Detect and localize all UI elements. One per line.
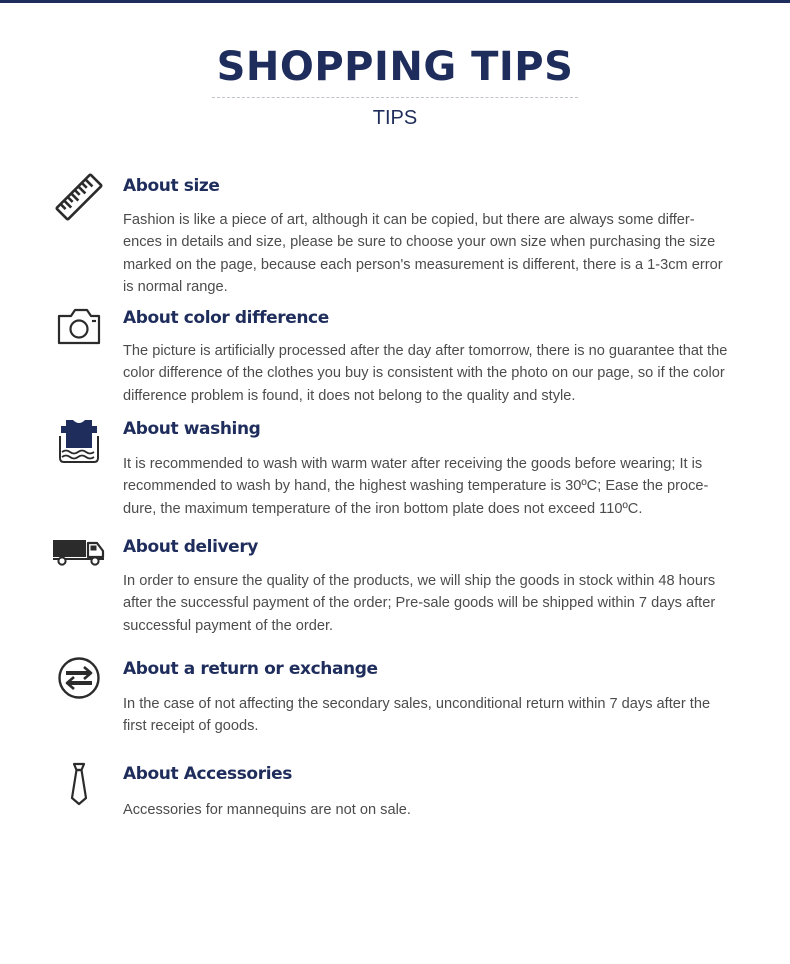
tip-body: In order to ensure the quality of the products, we will ship the goods in stock within 48 hours after the successful payment of the order; Pre-sale goods will be shipped within 7 days after successful payment of the order. — [123, 573, 716, 634]
necktie-icon — [52, 756, 106, 810]
tip-heading: About delivery — [123, 537, 258, 557]
tip-heading: About Accessories — [123, 764, 292, 784]
tip-body: Accessories for mannequins are not on sale. — [123, 802, 411, 818]
tip-body: The picture is artificially processed after the day after tomorrow, there is no guarantee that the color difference of the clothes you buy is consistent with the photo on our page, so if the color difference problem is found, it does not belong to the quality and style. — [123, 343, 728, 404]
tip-body: In the case of not affecting the secondary sales, unconditional return within 7 days after the first receipt of goods. — [123, 696, 711, 735]
tip-body: It is recommended to wash with warm water after receiving the goods before wearing; It is recommended to wash by hand, the highest washing temperature is 30ºC; Ease the proce-dure, the maximum temperature of the iron bottom plate does not exceed 110ºC. — [123, 456, 709, 517]
ruler-icon — [52, 170, 106, 224]
tip-heading: About size — [123, 176, 220, 196]
return-exchange-icon — [52, 651, 106, 705]
top-rule — [0, 0, 790, 3]
tip-heading: About color difference — [123, 308, 329, 328]
delivery-truck-icon — [52, 524, 106, 578]
page-subtitle: TIPS — [372, 107, 418, 129]
camera-icon — [52, 300, 106, 354]
tip-heading: About washing — [123, 419, 261, 439]
tip-heading: About a return or exchange — [123, 659, 378, 679]
page-title: SHOPPING TIPS — [216, 44, 574, 90]
title-divider — [212, 97, 578, 98]
washing-tshirt-icon — [52, 414, 106, 468]
tip-body: Fashion is like a piece of art, although it can be copied, but there are always some differ-ences in details and size, please be sure to choose your own size when purchasing the size marked on the page, because each person's measurement is different, there is a 1-3cm error is normal range. — [123, 212, 723, 295]
